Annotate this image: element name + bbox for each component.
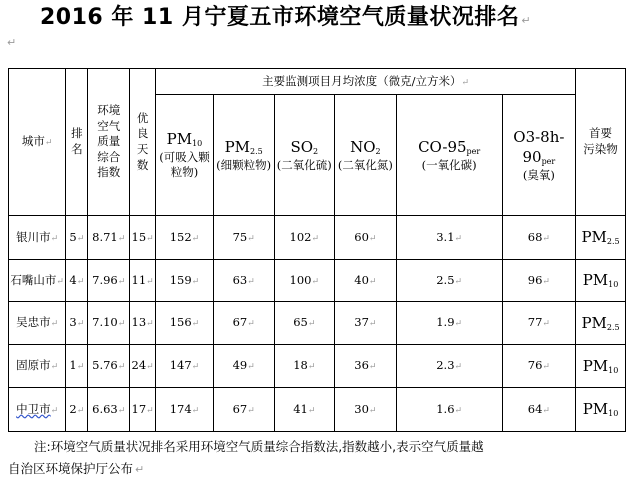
header-index: 环境 空气 质量 综合 指数: [88, 69, 130, 216]
city-cell: 石嘴山市↵: [9, 260, 66, 302]
table-row: [9, 345, 626, 388]
so2-cell: 102↵: [274, 216, 335, 260]
so2-cell: 65↵: [274, 302, 335, 345]
header-no2: $NO_2$ (二氧化氮): [335, 95, 397, 216]
o3-cell: 96↵: [502, 260, 575, 302]
primary-pollutant-cell: $PM_{10}$: [576, 260, 626, 302]
no2-cell: 60↵: [335, 216, 397, 260]
o3-cell: 77↵: [502, 302, 575, 345]
paragraph-mark: ↵: [7, 36, 17, 49]
index-cell: 7.96↵: [88, 260, 130, 302]
header-co: $CO-95_{per}$ (一氧化碳): [396, 95, 502, 216]
no2-cell: 36↵: [335, 345, 397, 388]
header-primary-pollutant: 首要 污染物: [576, 69, 626, 216]
so2-cell: 18↵: [274, 345, 335, 388]
table-row: [9, 302, 626, 345]
days-cell: 17↵: [130, 388, 156, 432]
so2-cell: 41↵: [274, 388, 335, 432]
index-cell: 6.63↵: [88, 388, 130, 432]
no2-cell: 40↵: [335, 260, 397, 302]
header-o3: $O3-8h-90_{per}$ (臭氧): [502, 95, 575, 216]
no2-cell: 37↵: [335, 302, 397, 345]
footnote: [0, 437, 626, 477]
no2-cell: 30↵: [335, 388, 397, 432]
header-rank: 排 名: [66, 69, 88, 216]
co-cell: 2.3↵: [396, 345, 502, 388]
pm25-cell: 75↵: [213, 216, 274, 260]
header-good-days: 优 良 天 数: [130, 69, 156, 216]
footnote-line-2: 自治区环境保护厅公布 ↵: [8, 461, 145, 476]
co-cell: 2.5↵: [396, 260, 502, 302]
pm25-cell: 63↵: [213, 260, 274, 302]
primary-pollutant-cell: $PM_{10}$: [576, 345, 626, 388]
rank-cell: 5↵: [66, 216, 88, 260]
pm25-cell: 67↵: [213, 388, 274, 432]
page-title: 2016 年 11 月宁夏五市环境空气质量状况排名 ↵: [40, 5, 532, 30]
rank-cell: 4↵: [66, 260, 88, 302]
header-pm25: $PM_{2.5}$ (细颗粒物): [213, 95, 274, 216]
footnote-line-1: 注:环境空气质量状况排名采用环境空气质量综合指数法,指数越小,表示空气质量越: [34, 439, 484, 454]
pm10-cell: 174↵: [156, 388, 214, 432]
pm10-cell: 152↵: [156, 216, 214, 260]
header-city: 城市↵: [9, 69, 66, 216]
pm25-cell: 67↵: [213, 302, 274, 345]
days-cell: 11↵: [130, 260, 156, 302]
index-cell: 7.10↵: [88, 302, 130, 345]
o3-cell: 76↵: [502, 345, 575, 388]
header-pm10: $PM_{10}$ (可吸入颗粒物): [156, 95, 214, 216]
city-cell: 吴忠市↵: [9, 302, 66, 345]
index-cell: 8.71↵: [88, 216, 130, 260]
primary-pollutant-cell: $PM_{2.5}$: [576, 302, 626, 345]
rank-cell: 2↵: [66, 388, 88, 432]
rank-cell: 1↵: [66, 345, 88, 388]
pm10-cell: 147↵: [156, 345, 214, 388]
air-quality-table: [8, 68, 626, 432]
table-row: [9, 216, 626, 260]
days-cell: 24↵: [130, 345, 156, 388]
pm10-cell: 159↵: [156, 260, 214, 302]
city-cell: 银川市↵: [9, 216, 66, 260]
o3-cell: 68↵: [502, 216, 575, 260]
pm25-cell: 49↵: [213, 345, 274, 388]
days-cell: 13↵: [130, 302, 156, 345]
so2-cell: 100↵: [274, 260, 335, 302]
pm10-cell: 156↵: [156, 302, 214, 345]
co-cell: 1.9↵: [396, 302, 502, 345]
rank-cell: 3↵: [66, 302, 88, 345]
city-cell: 中卫市↵: [9, 388, 66, 432]
header-main-items: 主要监测项目月均浓度（微克/立方米）↵: [156, 69, 576, 95]
table-row: [9, 388, 626, 432]
primary-pollutant-cell: $PM_{10}$: [576, 388, 626, 432]
days-cell: 15↵: [130, 216, 156, 260]
index-cell: 5.76↵: [88, 345, 130, 388]
co-cell: 3.1↵: [396, 216, 502, 260]
o3-cell: 64↵: [502, 388, 575, 432]
primary-pollutant-cell: $PM_{2.5}$: [576, 216, 626, 260]
city-cell: 固原市↵: [9, 345, 66, 388]
header-so2: $SO_2$ (二氧化硫): [274, 95, 335, 216]
table-row: [9, 260, 626, 302]
co-cell: 1.6↵: [396, 388, 502, 432]
